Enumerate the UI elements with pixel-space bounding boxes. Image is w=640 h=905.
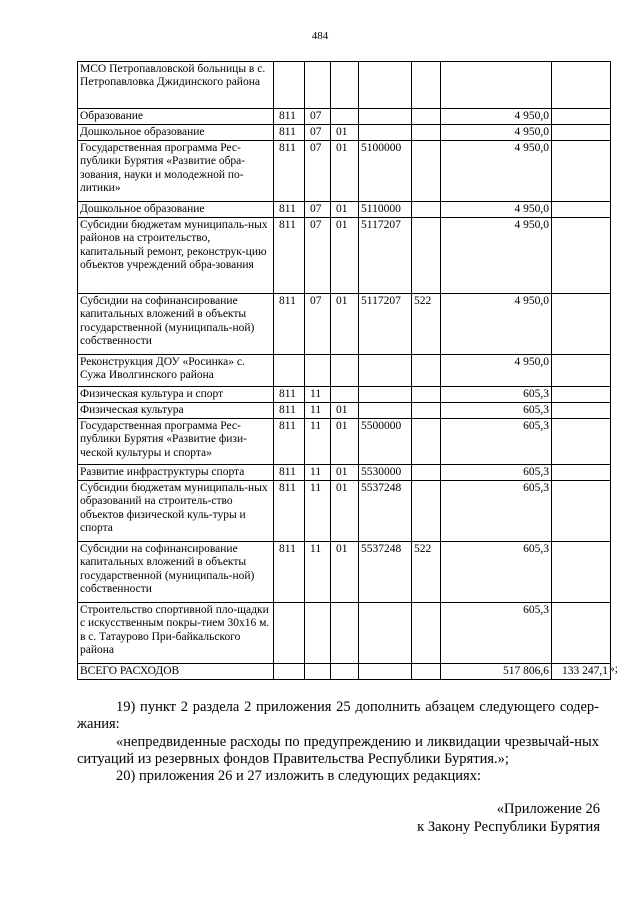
cell-name: МСО Петропавловской больницы в с. Петропавловка Джидинского района	[78, 62, 274, 109]
cell-sum	[441, 62, 552, 109]
table-row	[78, 141, 611, 202]
cell-name: Субсидии на софинансирование капитальных вложений в объекты государственной (муниципаль-ной) собственности	[78, 294, 274, 355]
cell-vr	[412, 218, 441, 294]
cell-sum2	[552, 141, 611, 202]
cell-pr	[331, 355, 359, 387]
cell-name: Дошкольное образование	[78, 202, 274, 218]
cell-ved: 811	[274, 481, 305, 542]
cell-pr: 01	[331, 465, 359, 481]
cell-ved: 811	[274, 419, 305, 465]
table-row	[78, 419, 611, 465]
cell-sum: 605,3	[441, 481, 552, 542]
cell-name: Дошкольное образование	[78, 125, 274, 141]
table-row	[78, 403, 611, 419]
cell-sum2	[552, 294, 611, 355]
cell-ved: 811	[274, 125, 305, 141]
cell-sum2	[552, 125, 611, 141]
cell-ved: 811	[274, 465, 305, 481]
cell-sum2	[552, 202, 611, 218]
appendix-subtitle: к Закону Республики Бурятия	[417, 819, 600, 835]
cell-sum: 517 806,6	[441, 664, 552, 680]
cell-sum: 4 950,0	[441, 294, 552, 355]
page-number: 484	[311, 30, 329, 42]
cell-csr	[359, 603, 412, 664]
cell-csr	[359, 62, 412, 109]
cell-sum2	[552, 62, 611, 109]
cell-pr: 01	[331, 125, 359, 141]
cell-rz: 11	[305, 387, 331, 403]
cell-sum2	[552, 603, 611, 664]
cell-csr: 5117207	[359, 218, 412, 294]
cell-sum: 605,3	[441, 465, 552, 481]
cell-vr	[412, 202, 441, 218]
cell-ved: 811	[274, 141, 305, 202]
cell-sum2: 133 247,1	[552, 664, 611, 680]
cell-name: Реконструкция ДОУ «Росинка» с. Сужа Иволгинского района	[78, 355, 274, 387]
cell-ved	[274, 355, 305, 387]
cell-vr	[412, 664, 441, 680]
cell-ved: 811	[274, 202, 305, 218]
table-row	[78, 202, 611, 218]
cell-sum2	[552, 419, 611, 465]
cell-name: Развитие инфраструктуры спорта	[78, 465, 274, 481]
cell-vr	[412, 465, 441, 481]
cell-pr: 01	[331, 202, 359, 218]
cell-sum2	[552, 109, 611, 125]
table-closing-quote: »;	[609, 663, 618, 675]
cell-name: Государственная программа Рес-публики Бурятия «Развитие обра-зования, науки и молодежной по-литики»	[78, 141, 274, 202]
cell-sum2	[552, 542, 611, 603]
cell-vr	[412, 481, 441, 542]
cell-sum: 605,3	[441, 403, 552, 419]
cell-sum: 4 950,0	[441, 141, 552, 202]
cell-sum2	[552, 481, 611, 542]
cell-sum: 4 950,0	[441, 218, 552, 294]
cell-csr: 5110000	[359, 202, 412, 218]
cell-sum2	[552, 465, 611, 481]
cell-rz	[305, 603, 331, 664]
cell-sum2	[552, 218, 611, 294]
cell-ved: 811	[274, 387, 305, 403]
paragraph-quote: «непредвиденные расходы по предупреждению и ликвидации чрезвычай-ных ситуаций из резервных фондов Правительства Республики Бурятия.»;	[77, 734, 599, 767]
cell-csr	[359, 403, 412, 419]
cell-ved: 811	[274, 294, 305, 355]
cell-rz: 11	[305, 403, 331, 419]
cell-pr: 01	[331, 481, 359, 542]
cell-ved: 811	[274, 218, 305, 294]
cell-sum2	[552, 387, 611, 403]
cell-vr	[412, 603, 441, 664]
cell-pr: 01	[331, 294, 359, 355]
cell-sum: 4 950,0	[441, 202, 552, 218]
table-row	[78, 481, 611, 542]
cell-pr	[331, 109, 359, 125]
cell-rz	[305, 62, 331, 109]
cell-rz: 07	[305, 125, 331, 141]
cell-rz	[305, 355, 331, 387]
cell-csr	[359, 664, 412, 680]
cell-csr: 5100000	[359, 141, 412, 202]
cell-pr: 01	[331, 141, 359, 202]
cell-vr	[412, 109, 441, 125]
cell-rz: 07	[305, 109, 331, 125]
cell-rz: 07	[305, 218, 331, 294]
cell-rz: 11	[305, 465, 331, 481]
cell-ved	[274, 603, 305, 664]
cell-sum: 4 950,0	[441, 355, 552, 387]
paragraph-item-20: 20) приложения 26 и 27 изложить в следующих редакциях:	[116, 768, 481, 784]
table-row	[78, 664, 611, 680]
cell-sum: 4 950,0	[441, 109, 552, 125]
table-row	[78, 125, 611, 141]
cell-ved: 811	[274, 109, 305, 125]
table-row	[78, 465, 611, 481]
table-row	[78, 542, 611, 603]
cell-rz: 07	[305, 141, 331, 202]
cell-sum: 4 950,0	[441, 125, 552, 141]
cell-sum: 605,3	[441, 387, 552, 403]
cell-rz: 07	[305, 294, 331, 355]
appendix-title: «Приложение 26	[496, 801, 600, 817]
cell-csr: 5530000	[359, 465, 412, 481]
cell-ved	[274, 62, 305, 109]
cell-vr	[412, 125, 441, 141]
cell-vr	[412, 403, 441, 419]
cell-rz: 11	[305, 419, 331, 465]
cell-sum2	[552, 403, 611, 419]
cell-csr: 5500000	[359, 419, 412, 465]
cell-csr: 5537248	[359, 542, 412, 603]
table-row	[78, 218, 611, 294]
cell-csr	[359, 387, 412, 403]
cell-csr: 5117207	[359, 294, 412, 355]
table-row	[78, 109, 611, 125]
cell-pr: 01	[331, 218, 359, 294]
cell-csr	[359, 109, 412, 125]
cell-rz	[305, 664, 331, 680]
cell-pr: 01	[331, 542, 359, 603]
cell-vr	[412, 355, 441, 387]
cell-csr	[359, 355, 412, 387]
cell-name: Субсидии бюджетам муниципаль-ных районов на строительство, капитальный ремонт, реконструк-цию объектов учреждений обра-зования	[78, 218, 274, 294]
table-row	[78, 62, 611, 109]
cell-name: Строительство спортивной пло-щадки с искусственным покры-тием 30х16 м. в с. Татаурово При-байкальского района	[78, 603, 274, 664]
cell-pr: 01	[331, 403, 359, 419]
cell-sum: 605,3	[441, 419, 552, 465]
table-row	[78, 387, 611, 403]
cell-sum: 605,3	[441, 542, 552, 603]
cell-csr	[359, 125, 412, 141]
cell-sum: 605,3	[441, 603, 552, 664]
cell-rz: 07	[305, 202, 331, 218]
cell-vr	[412, 62, 441, 109]
cell-name: Образование	[78, 109, 274, 125]
cell-pr	[331, 387, 359, 403]
cell-vr: 522	[412, 542, 441, 603]
table-row	[78, 355, 611, 387]
paragraph-item-19: 19) пункт 2 раздела 2 приложения 25 дополнить абзацем следующего содер-жания:	[77, 699, 599, 732]
cell-pr	[331, 664, 359, 680]
cell-name: ВСЕГО РАСХОДОВ	[78, 664, 274, 680]
cell-vr	[412, 419, 441, 465]
cell-pr: 01	[331, 419, 359, 465]
table-row	[78, 603, 611, 664]
cell-vr: 522	[412, 294, 441, 355]
cell-vr	[412, 387, 441, 403]
cell-sum2	[552, 355, 611, 387]
cell-name: Субсидии на софинансирование капитальных вложений в объекты государственной (муниципаль-ной) собственности	[78, 542, 274, 603]
cell-rz: 11	[305, 481, 331, 542]
cell-vr	[412, 141, 441, 202]
cell-name: Субсидии бюджетам муниципаль-ных образований на строитель-ство объектов физической куль-туры и спорта	[78, 481, 274, 542]
budget-table	[77, 61, 611, 680]
cell-name: Физическая культура	[78, 403, 274, 419]
cell-rz: 11	[305, 542, 331, 603]
cell-csr: 5537248	[359, 481, 412, 542]
cell-ved: 811	[274, 542, 305, 603]
cell-ved: 811	[274, 403, 305, 419]
cell-ved	[274, 664, 305, 680]
table-row	[78, 294, 611, 355]
cell-pr	[331, 62, 359, 109]
cell-name: Физическая культура и спорт	[78, 387, 274, 403]
cell-pr	[331, 603, 359, 664]
cell-name: Государственная программа Рес-публики Бурятия «Развитие физи-ческой культуры и спорта»	[78, 419, 274, 465]
